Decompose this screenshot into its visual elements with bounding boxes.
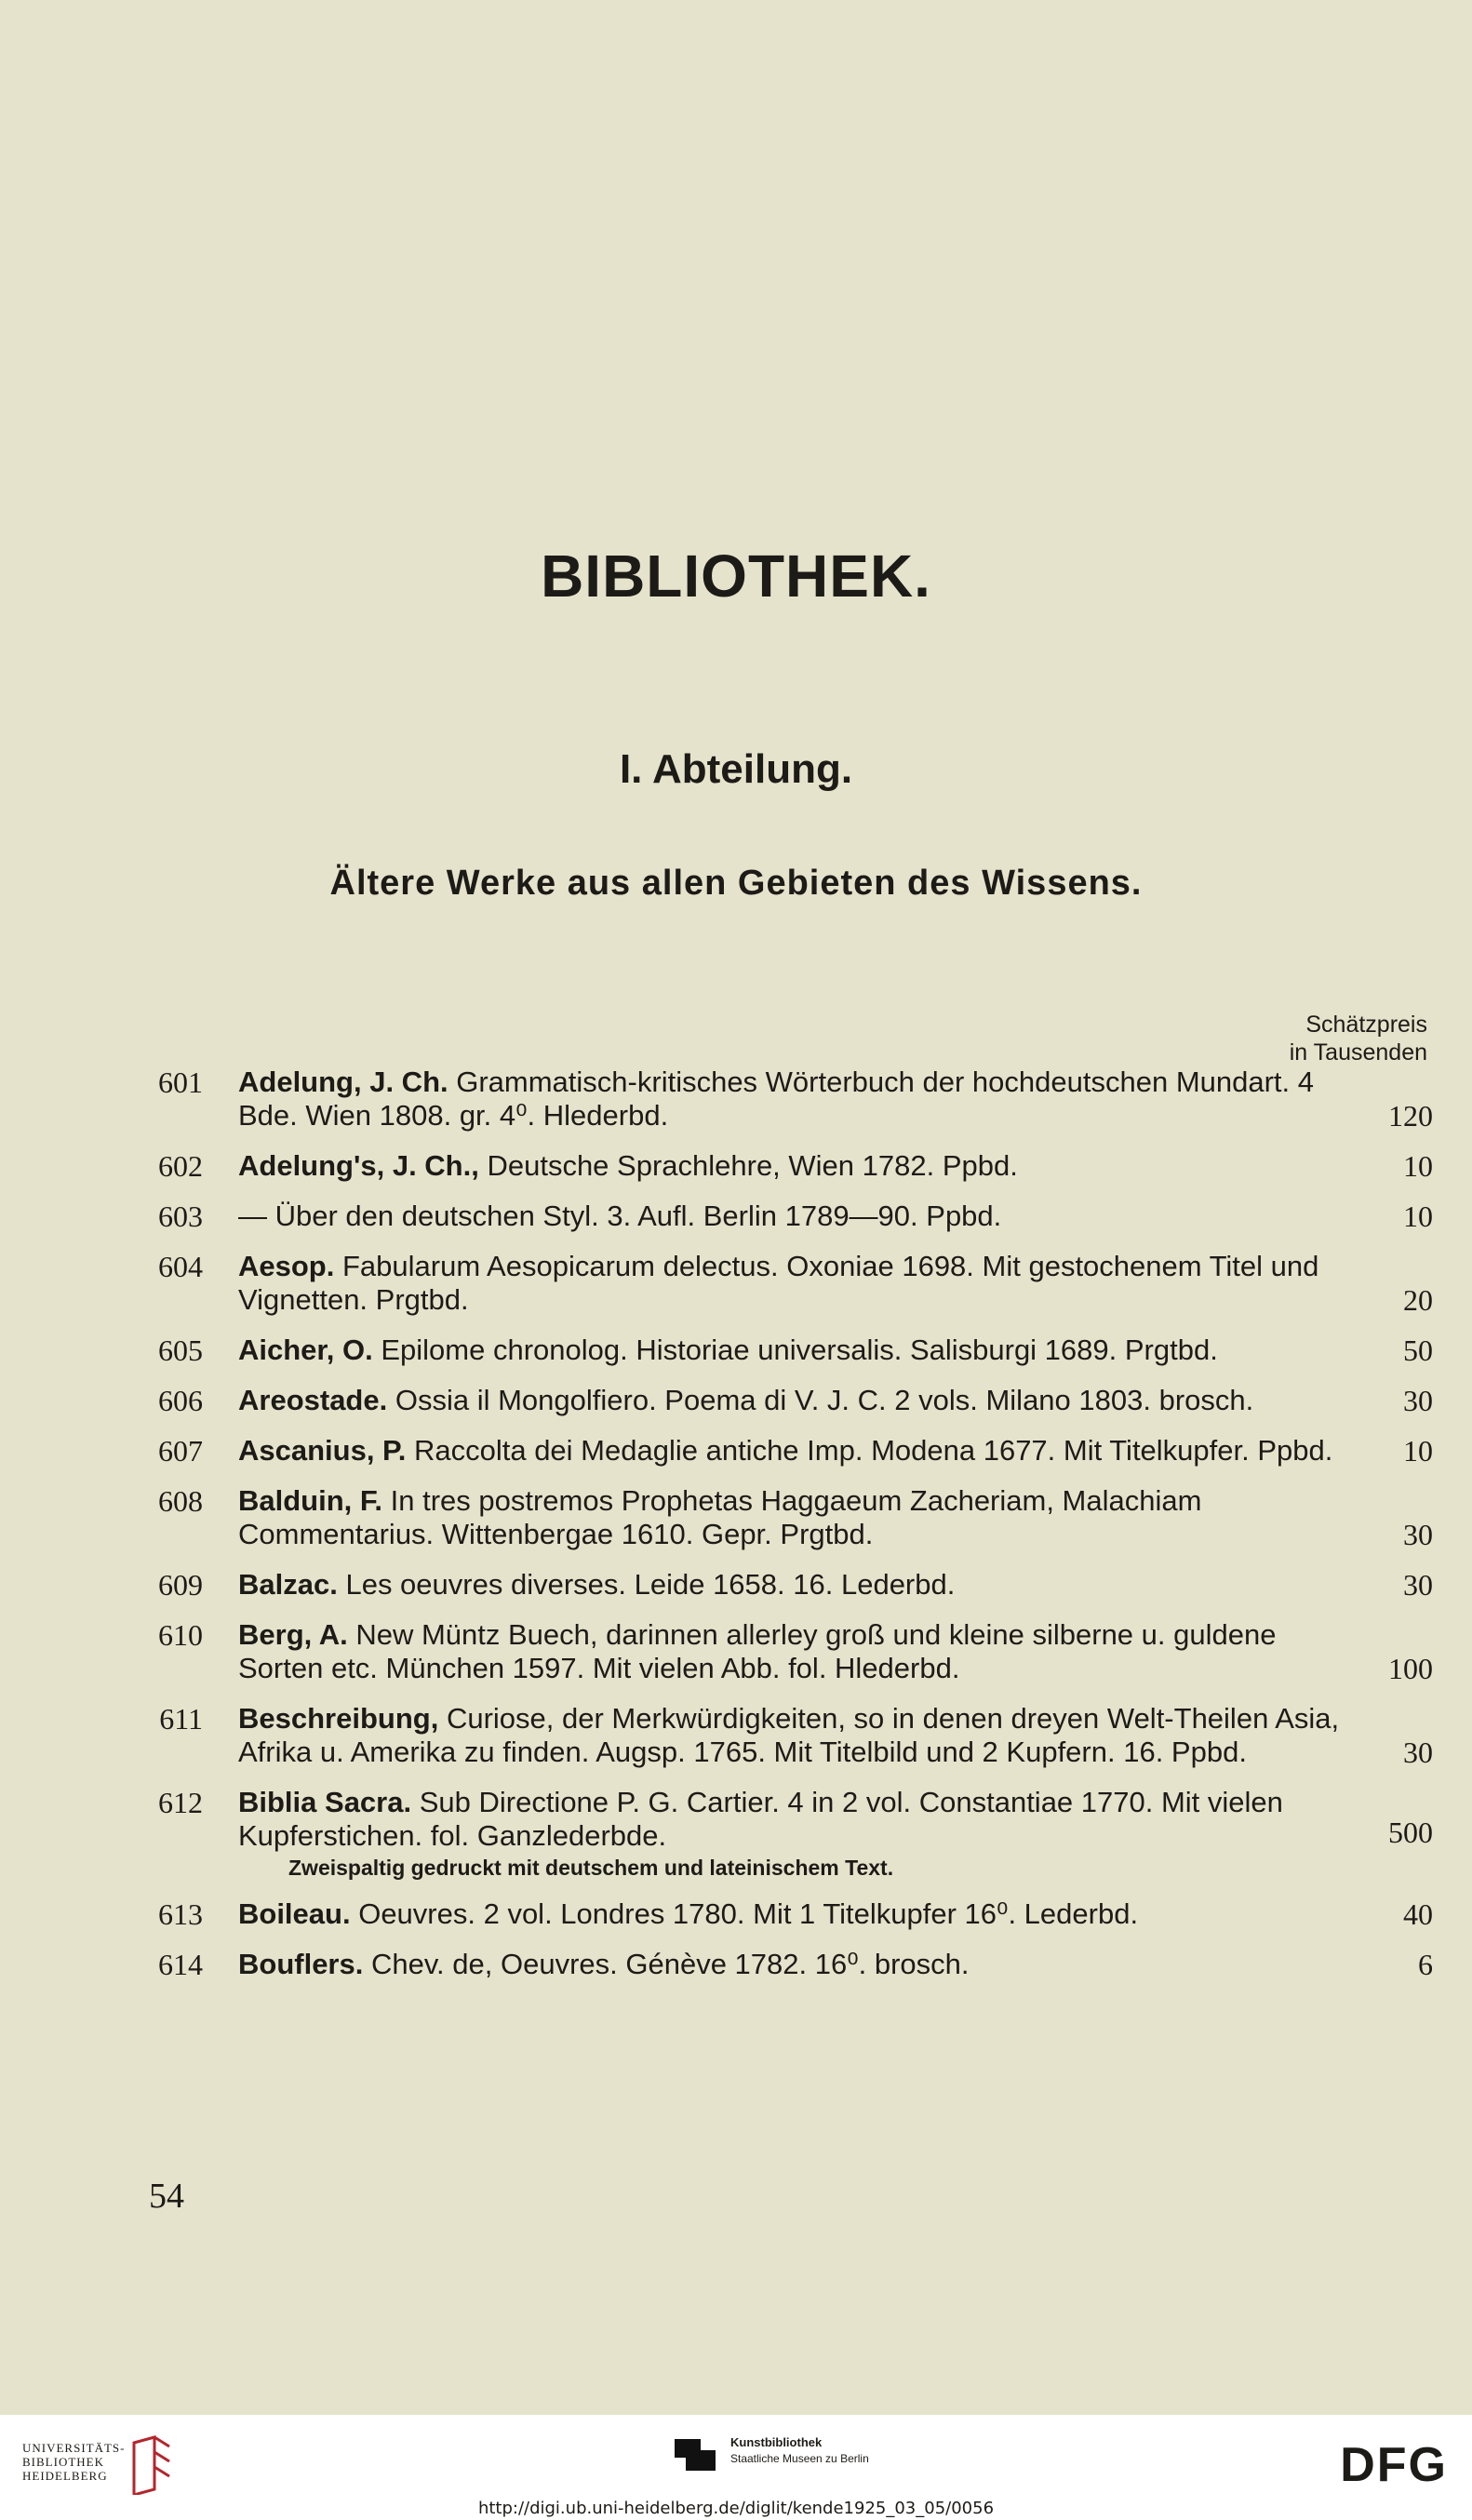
catalog-entry (0, 1384, 1472, 1434)
estimate-price: 120 (1388, 1099, 1433, 1133)
uni-line2: BIBLIOTHEK (22, 2455, 104, 2469)
estimate-price: 30 (1403, 1736, 1433, 1769)
entry-text (238, 1066, 1341, 1133)
entry-author: Boileau. (238, 1897, 351, 1930)
lot-number: 602 (158, 1149, 203, 1183)
lot-number: 614 (158, 1948, 203, 1981)
catalog-entries (0, 1066, 1472, 1998)
entry-author: Balzac. (238, 1568, 338, 1601)
entry-description: Les oeuvres diverses. Leide 1658. 16. Lederbd. (337, 1568, 956, 1601)
entry-text (238, 1786, 1341, 1853)
entry-description: Grammatisch-kritisches Wörterbuch der hochdeutschen Mundart. 4 Bde. Wien 1808. gr. 4⁰. Hlederbd. (238, 1066, 1315, 1132)
entry-description: Fabularum Aesopicarum delectus. Oxoniae 1698. Mit gestochenem Titel und Vignetten. Prgtbd. (238, 1250, 1319, 1316)
uni-line3: HEIDELBERG (22, 2469, 108, 2483)
catalog-entry (0, 1786, 1472, 1897)
estimate-price: 10 (1403, 1200, 1433, 1233)
lot-number: 612 (158, 1786, 203, 1819)
entry-text (238, 1568, 1341, 1602)
estimate-price: 10 (1403, 1434, 1433, 1468)
university-logo-icon (128, 2433, 175, 2495)
lot-number: 611 (159, 1702, 203, 1736)
kunstbibliothek-icon (673, 2433, 717, 2474)
catalog-entry (0, 1200, 1472, 1250)
section-heading: I. Abteilung. (619, 746, 853, 792)
lot-number: 606 (158, 1384, 203, 1417)
entry-author: Ascanius, P. (238, 1434, 407, 1467)
entry-description: — Über den deutschen Styl. 3. Aufl. Berlin 1789—90. Ppbd. (238, 1200, 1002, 1232)
entry-description: In tres postremos Prophetas Haggaeum Zacheriam, Malachiam Commentarius. Wittenbergae 1610. Gepr. Prgtbd. (238, 1484, 1202, 1550)
kunstbibliothek-logo (673, 2433, 869, 2479)
entry-description: New Müntz Buech, darinnen allerley groß und kleine silberne u. guldene Sorten etc. München 1597. Mit vielen Abb. fol. Hlederbd. (238, 1618, 1277, 1684)
entry-author: Aicher, O. (238, 1334, 373, 1366)
entry-author: Adelung, J. Ch. (238, 1066, 448, 1098)
kunstbibliothek-subtitle: Staatliche Museen zu Berlin (730, 2452, 869, 2465)
entry-author: Adelung's, J. Ch., (238, 1149, 479, 1182)
lot-number: 603 (158, 1200, 203, 1233)
uni-line1: UNIVERSITÄTS- (22, 2441, 126, 2455)
estimate-price: 20 (1403, 1283, 1433, 1317)
entry-author: Biblia Sacra. (238, 1786, 412, 1818)
entry-text (238, 1702, 1341, 1769)
estimate-price: 30 (1403, 1568, 1433, 1602)
catalog-entry (0, 1484, 1472, 1568)
university-library-label (22, 2441, 126, 2483)
entry-text (238, 1149, 1341, 1183)
catalog-entry (0, 1434, 1472, 1484)
entry-text (238, 1200, 1341, 1233)
lot-number: 607 (158, 1434, 203, 1468)
catalog-entry (0, 1568, 1472, 1618)
entry-note: Zweispaltig gedruckt mit deutschem und lateinischem Text. (288, 1856, 894, 1880)
price-column-header (1290, 1011, 1427, 1066)
entry-author: Areostade. (238, 1384, 388, 1416)
entry-text (238, 1250, 1341, 1317)
kunstbibliothek-title: Kunstbibliothek (730, 2435, 823, 2449)
price-header-line1: Schätzpreis (1305, 1012, 1427, 1038)
catalog-entry (0, 1149, 1472, 1200)
page-number: 54 (149, 2177, 184, 2216)
catalog-entry (0, 1897, 1472, 1948)
section-subtitle: Ältere Werke aus allen Gebieten des Wissens. (329, 864, 1143, 903)
entry-author: Beschreibung, (238, 1702, 439, 1735)
entry-text (238, 1334, 1341, 1367)
entry-description: Epilome chronolog. Historiae universalis. Salisburgi 1689. Prgtbd. (372, 1334, 1218, 1366)
entry-text (238, 1948, 1341, 1981)
entry-text (238, 1618, 1341, 1685)
lot-number: 609 (158, 1568, 203, 1602)
estimate-price: 500 (1388, 1816, 1433, 1849)
entry-author: Berg, A. (238, 1618, 348, 1651)
estimate-price: 6 (1418, 1948, 1433, 1981)
catalog-entry (0, 1702, 1472, 1786)
dfg-logo: DFG (1340, 2438, 1448, 2492)
catalog-entry (0, 1250, 1472, 1334)
lot-number: 610 (158, 1618, 203, 1652)
lot-number: 604 (158, 1250, 203, 1283)
catalog-entry (0, 1334, 1472, 1384)
catalog-entry (0, 1618, 1472, 1702)
price-header-line2: in Tausenden (1289, 1039, 1427, 1066)
entry-text (238, 1434, 1341, 1468)
entry-author: Bouflers. (238, 1948, 364, 1980)
entry-text (238, 1897, 1341, 1931)
estimate-price: 100 (1388, 1652, 1433, 1685)
source-url[interactable]: http://digi.ub.uni-heidelberg.de/diglit/kende1925_03_05/0056 (477, 2499, 995, 2518)
entry-description: Deutsche Sprachlehre, Wien 1782. Ppbd. (478, 1149, 1018, 1182)
entry-text (238, 1484, 1341, 1551)
entry-description: Ossia il Mongolfiero. Poema di V. J. C. 2 vols. Milano 1803. brosch. (387, 1384, 1254, 1416)
estimate-price: 50 (1403, 1334, 1433, 1367)
entry-description: Chev. de, Oeuvres. Génève 1782. 16⁰. brosch. (363, 1948, 970, 1980)
catalog-entry (0, 1066, 1472, 1149)
entry-author: Balduin, F. (238, 1484, 382, 1517)
lot-number: 601 (158, 1066, 203, 1099)
estimate-price: 40 (1403, 1897, 1433, 1931)
page-title: BIBLIOTHEK. (541, 543, 931, 610)
entry-text (238, 1384, 1341, 1417)
lot-number: 605 (158, 1334, 203, 1367)
entry-description: Oeuvres. 2 vol. Londres 1780. Mit 1 Titelkupfer 16⁰. Lederbd. (350, 1897, 1139, 1930)
estimate-price: 30 (1403, 1384, 1433, 1417)
estimate-price: 10 (1403, 1149, 1433, 1183)
catalog-entry (0, 1948, 1472, 1998)
entry-description: Sub Directione P. G. Cartier. 4 in 2 vol. Constantiae 1770. Mit vielen Kupferstichen. fol. Ganzlederbde. (238, 1786, 1283, 1852)
entry-description: Raccolta dei Medaglie antiche Imp. Modena 1677. Mit Titelkupfer. Ppbd. (406, 1434, 1333, 1467)
lot-number: 608 (158, 1484, 203, 1518)
estimate-price: 30 (1403, 1518, 1433, 1551)
entry-description: Curiose, der Merkwürdigkeiten, so in denen dreyen Welt-Theilen Asia, Afrika u. Amerika zu finden. Augsp. 1765. Mit Titelbild und 2 Kupfern. 16. Ppbd. (238, 1702, 1340, 1768)
lot-number: 613 (158, 1897, 203, 1931)
entry-author: Aesop. (238, 1250, 335, 1282)
